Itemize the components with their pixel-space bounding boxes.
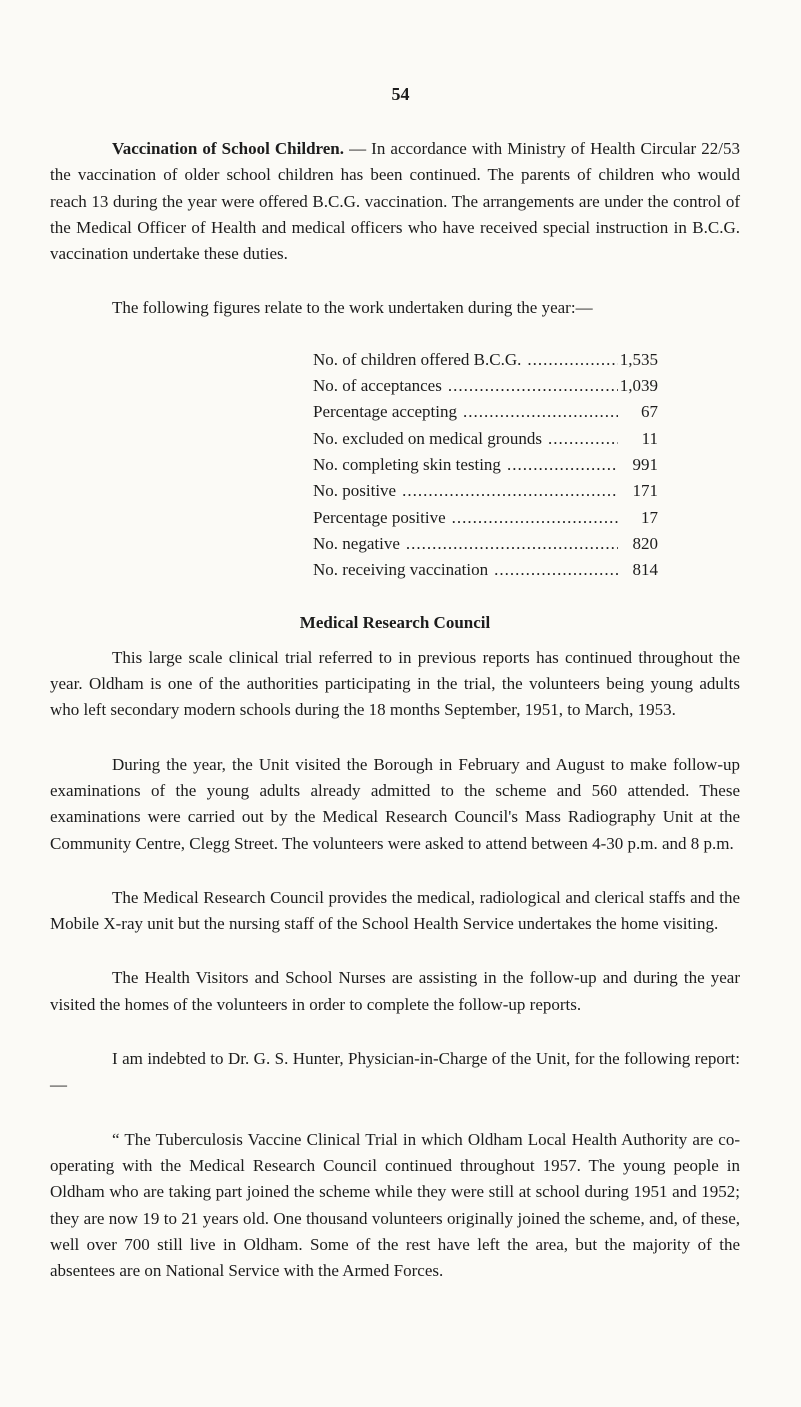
page-number: 54 — [391, 84, 410, 104]
figure-row — [313, 452, 658, 478]
mrc-paragraph: The Medical Research Council provides the medical, radiological and clerical staffs and the Mobile X-ray unit but the nursing staff of the School Health Service undertakes the home visiting. — [50, 887, 740, 934]
figure-row — [313, 531, 658, 557]
vaccination-intro-text: — In accordance with Ministry of Health Circular 22/53 the vaccination of older school children has been continued. The parents of children who would reach 13 during the year were offered B.C.G. vaccination. The arrangements are under the control of the Medical Officer of Health and medical officers who have received special instruction in B.C.G. vaccination undertake these duties. — [50, 139, 740, 264]
figure-label: Percentage accepting — [313, 402, 457, 422]
dot-leader — [488, 557, 618, 583]
figure-value: 1,535 — [619, 349, 658, 369]
dot-leader — [521, 347, 618, 373]
dot-leader — [442, 373, 618, 399]
figure-label: No. negative — [313, 533, 400, 553]
mrc-section-heading: Medical Research Council — [299, 613, 491, 633]
figure-value: 814 — [632, 560, 658, 580]
figure-value: 11 — [641, 428, 658, 448]
vaccination-heading: Vaccination of School Children. — [112, 139, 345, 158]
dot-leader — [396, 478, 618, 504]
figure-row — [313, 478, 658, 504]
figure-row — [313, 426, 658, 452]
figure-value: 1,039 — [619, 376, 658, 396]
dot-leader — [542, 426, 618, 452]
mrc-paragraph: During the year, the Unit visited the Borough in February and August to make follow-up examinations of the young adults already admitted to the scheme and 560 attended. These examinations were carried out by the Medical Research Council's Mass Radiography Unit at the Community Centre, Clegg Street. The volunteers were asked to attend between 4-30 p.m. and 8 p.m. — [50, 754, 740, 853]
mrc-paragraph: This large scale clinical trial referred to in previous reports has continued throughout the year. Oldham is one of the authorities participating in the trial, the volunteers being young adults who left secondary modern schools during the 18 months September, 1951, to March, 1953. — [50, 647, 740, 720]
figure-value: 991 — [632, 454, 658, 474]
quoted-report-paragraph: “ The Tuberculosis Vaccine Clinical Trial in which Oldham Local Health Authority are co-operating with the Medical Research Council continued throughout 1957. The young people in Oldham who are taking part joined the scheme while they were still at school during 1951 and 1952; they are now 19 to 21 years old. One thousand volunteers originally joined the scheme, and, of these, well over 700 still live in Oldham. Some of the rest have left the area, but the majority of the absentees are on National Service with the Armed Forces. — [50, 1129, 740, 1281]
figure-value: 17 — [641, 507, 658, 527]
mrc-paragraph: The Health Visitors and School Nurses are assisting in the follow-up and during the year visited the homes of the volunteers in order to complete the follow-up reports. — [50, 968, 740, 1014]
figure-value: 171 — [632, 481, 658, 501]
figure-label: No. receiving vaccination — [313, 560, 489, 580]
figure-row — [313, 557, 658, 583]
figure-row — [313, 373, 658, 399]
figure-row — [313, 347, 658, 373]
figures-intro: The following figures relate to the work undertaken during the year:— — [112, 298, 593, 318]
figure-value: 820 — [632, 533, 658, 553]
figure-label: No. of acceptances — [313, 376, 442, 396]
vaccination-figures-list — [50, 347, 740, 584]
dot-leader — [446, 505, 618, 531]
dot-leader — [501, 452, 618, 478]
figure-row — [313, 399, 658, 425]
figure-label: No. of children offered B.C.G. — [313, 349, 522, 369]
dot-leader — [400, 531, 618, 557]
figure-label: No. completing skin testing — [313, 454, 501, 474]
figure-row — [313, 505, 658, 531]
page-content — [50, 136, 740, 1312]
figure-value: 67 — [641, 402, 658, 422]
figure-label: No. excluded on medical grounds — [313, 428, 542, 448]
vaccination-paragraph — [50, 136, 740, 267]
figure-label: No. positive — [313, 481, 397, 501]
dot-leader — [457, 399, 618, 425]
mrc-paragraph: I am indebted to Dr. G. S. Hunter, Physician-in-Charge of the Unit, for the following report:— — [50, 1049, 740, 1095]
figure-label: Percentage positive — [313, 507, 446, 527]
